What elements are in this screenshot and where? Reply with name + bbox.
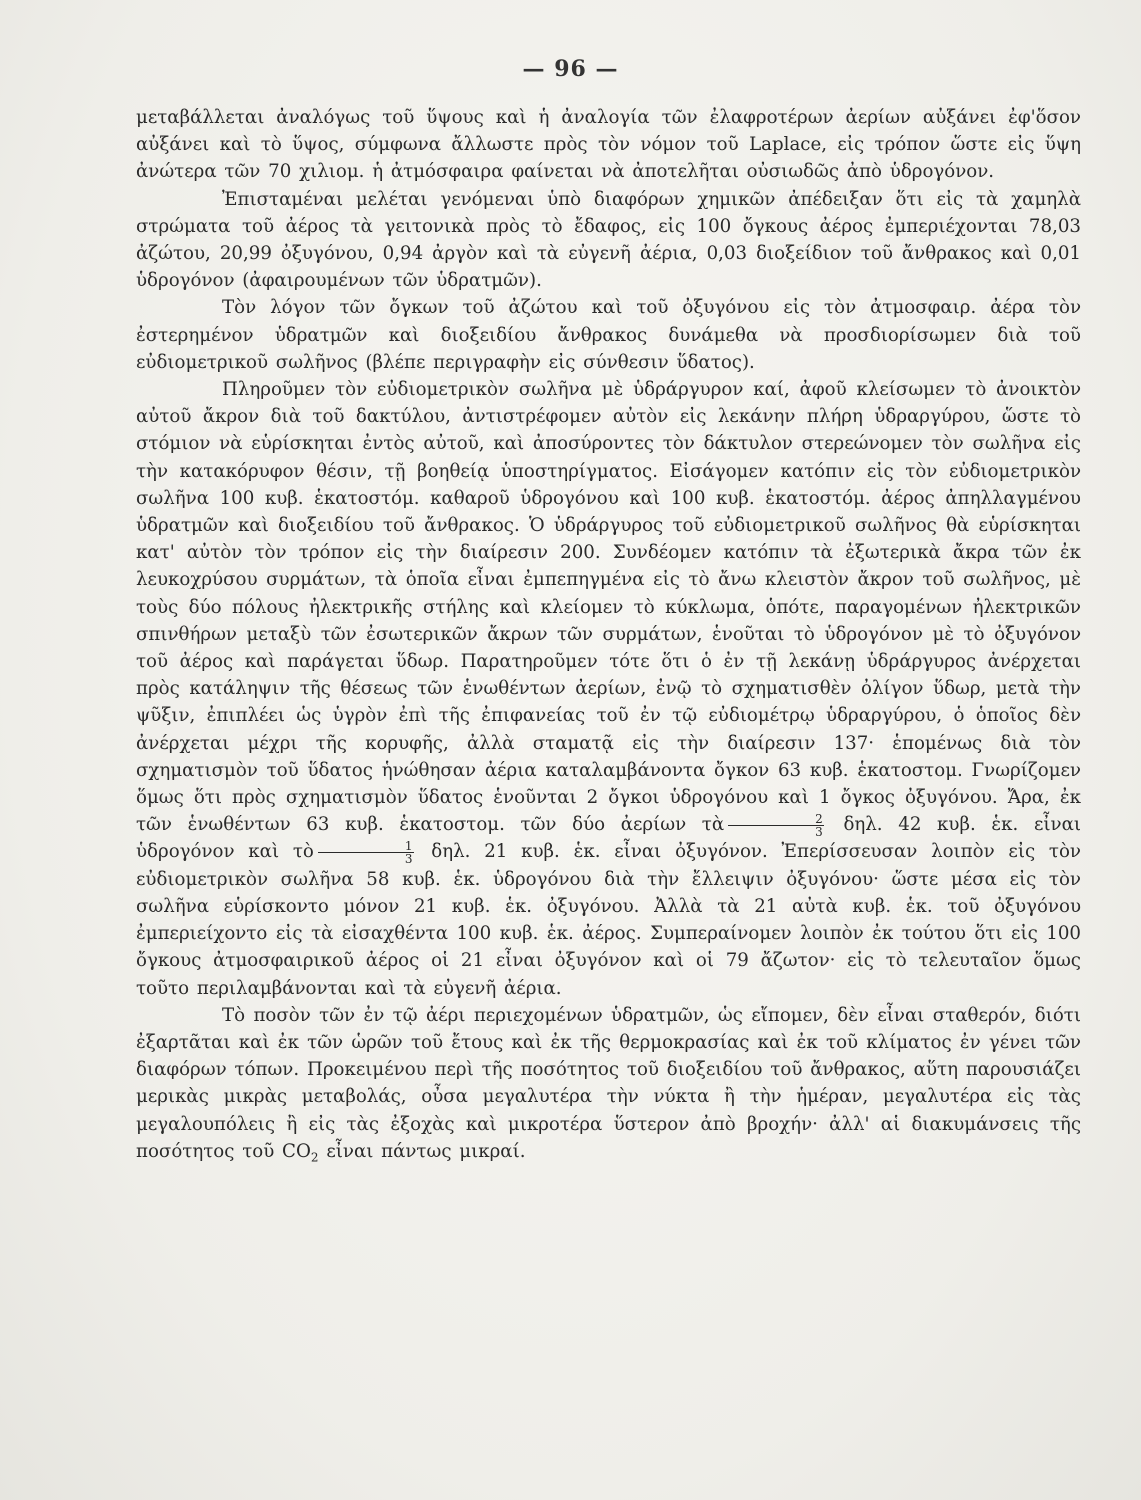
paragraph-variations <box>136 1002 1081 1172</box>
page-number: — 96 — <box>522 56 619 82</box>
fraction-denominator: 3 <box>815 824 823 839</box>
fraction-two-thirds <box>728 813 824 838</box>
fraction-one-third <box>318 840 414 865</box>
variations-text-part-2: εἶναι πάντως μικραί. <box>326 1140 526 1162</box>
paragraph-continuation: μεταβάλλεται ἀναλόγως τοῦ ὕψους καὶ ἡ ἀναλογία τῶν ἐλαφροτέρων ἀερίων αὐξάνει ἐφ'ὅσον αὐξάνει καὶ τὸ ὕψος, σύμφωνα ἄλλωστε πρὸς τὸν νόμον τοῦ Laplace, εἰς τρόπον ὥστε εἰς ὕψη ἀνώτερα τῶν 70 χιλιομ. ἡ ἀτμόσφαιρα φαίνεται νὰ ἀποτελῆται οὐσιωδῶς ἀπὸ ὑδρογόνον. <box>136 107 1081 183</box>
paragraph-composition: Ἐπισταμέναι μελέται γενόμεναι ὑπὸ διαφόρων χημικῶν ἀπέδειξαν ὅτι εἰς τὰ χαμηλὰ στρώματα τοῦ ἀέρος τὰ γειτονικὰ πρὸς τὸ ἔδαφος, εἰς 100 ὄγκους ἀέρος ἐμπεριέχονται 78,03 ἀζώτου, 20,99 ὀξυγόνου, 0,94 ἀργὸν καὶ τὰ εὐγενῆ ἀέρια, 0,03 διοξείδιον τοῦ ἄνθρακος καὶ 0,01 ὑδρογόνον (ἀφαιρουμένων τῶν ὑδρατμῶν). <box>136 188 1081 292</box>
experiment-text-part-2: δηλ. 42 κυβ. ἑκ. εἶναι ὑδρογόνον καὶ τὸ <box>136 814 1081 863</box>
body-text <box>136 104 1081 1172</box>
experiment-text-part-1: Πληροῦμεν τὸν εὐδιομετρικὸν σωλῆνα μὲ ὑδράργυρον καί, ἀφοῦ κλείσωμεν τὸ ἀνοικτὸν αὐτοῦ ἄκρον διὰ τοῦ δακτύλου, ἀντιστρέφομεν αὐτὸν εἰς λεκάνην πλήρη ὑδραργύρου, ὥστε τὸ στόμιον νὰ εὑρίσκηται ἐντὸς αὐτοῦ, καὶ ἀποσύροντες τὸν δάκτυλον στερεώνομεν τὸν σωλῆνα εἰς τὴν κατακόρυφον θέσιν, τῇ βοηθείᾳ ὑποστηρίγματος. Εἰσάγομεν κατόπιν εἰς τὸν εὐδιομετρικὸν σωλῆνα 100 κυβ. ἑκατοστόμ. καθαροῦ ὑδρογόνου καὶ 100 κυβ. ἑκατοστόμ. ἀέρος ἀπηλλαγμένου ὑδρατμῶν καὶ διοξειδίου τοῦ ἄνθρακος. Ὁ ὑδράργυρος τοῦ εὐδιομετρικοῦ σωλῆνος θὰ εὑρίσκηται κατ' αὐτὸν τὸν τρόπον εἰς τὴν διαίρεσιν 200. Συνδέομεν κατόπιν τὰ ἐξωτερικὰ ἄκρα τῶν ἐκ λευκοχρύσου συρμάτων, τὰ ὁποῖα εἶναι ἐμπεπηγμένα εἰς τὸ ἄνω κλειστὸν ἄκρον τοῦ σωλῆνος, μὲ τοὺς δύο πόλους ἠλεκτρικῆς στήλης καὶ κλείομεν τὸ κύκλωμα, ὁπότε, παραγομένων ἠλεκτρικῶν σπινθήρων μεταξὺ τῶν ἐσωτερικῶν ἄκρων τῶν συρμάτων, ἑνοῦται τὸ ὑδρογόνον μὲ τὸ ὀξυγόνον τοῦ ἀέρος καὶ παράγεται ὕδωρ. Παρατηροῦμεν τότε ὅτι ὁ ἐν τῇ λεκάνῃ ὑδράργυρος ἀνέρχεται πρὸς κατάληψιν τῆς θέσεως τῶν ἑνωθέντων ἀερίων, ἐνῷ τὸ σχηματισθὲν ὀλίγον ὕδωρ, μετὰ τὴν ψῦξιν, ἐπιπλέει ὡς ὑγρὸν ἐπὶ τῆς ἐπιφανείας τοῦ ἐν τῷ εὐδιομέτρῳ ὑδραργύρου, ὁ ὁποῖος δὲν ἀνέρχεται μέχρι τῆς κορυφῆς, ἀλλὰ σταματᾷ εἰς τὴν διαίρεσιν 137· ἑπομένως διὰ τὸν σχηματισμὸν τοῦ ὕδατος ἡνώθησαν ἀέρια καταλαμβάνοντα ὄγκον 63 κυβ. ἑκατοστομ. Γνωρίζομεν ὅμως ὅτι πρὸς σχηματισμὸν ὕδατος ἑνοῦνται 2 ὄγκοι ὑδρογόνου καὶ 1 ὄγκος ὀξυγόνου. Ἄρα, ἐκ τῶν ἑνωθέντων 63 κυβ. ἑκατοστομ. τῶν δύο ἀερίων τὰ <box>136 379 1081 836</box>
fraction-numerator: 2 <box>728 813 824 826</box>
fraction-denominator: 3 <box>404 851 413 866</box>
paragraph-volume-ratio: Τὸν λόγον τῶν ὄγκων τοῦ ἀζώτου καὶ τοῦ ὀξυγόνου εἰς τὸν ἀτμοσφαιρ. ἀέρα τὸν ἐστερημένον ὑδρατμῶν καὶ διοξειδίου ἄνθρακος δυνάμεθα νὰ προσδιορίσωμεν διὰ τοῦ εὐδιομετρικοῦ σωλῆνος (βλέπε περιγραφὴν εἰς σύνθεσιν ὕδατος). <box>136 297 1081 373</box>
paragraph-eudiometer-experiment <box>136 376 1081 1002</box>
variations-text-part-1: Τὸ ποσὸν τῶν ἐν τῷ ἀέρι περιεχομένων ὑδρατμῶν, ὡς εἴπομεν, δὲν εἶναι σταθερόν, διότι ἐξαρτᾶται καὶ ἐκ τῶν ὡρῶν τοῦ ἔτους καὶ ἐκ τῆς θερμοκρασίας καὶ ἐκ τοῦ κλίματος ἐν γένει τῶν διαφόρων τόπων. Προκειμένου περὶ τῆς ποσότητος τοῦ διοξειδίου τοῦ ἄνθρακος, αὕτη παρουσιάζει μερικὰς μικρὰς μεταβολάς, οὖσα μεγαλυτέρα τὴν νύκτα ἢ τὴν ἡμέραν, μεγαλυτέρα εἰς τὰς μεγαλουπόλεις ἢ εἰς τὰς ἐξοχὰς καὶ μικροτέρα ὕστερον ἀπὸ βροχήν· ἀλλ' αἱ διακυμάνσεις τῆς ποσότητος τοῦ CO <box>136 1004 1081 1162</box>
experiment-text-part-3: δηλ. 21 κυβ. ἑκ. εἶναι ὀξυγόνον. Ἐπερίσσευσαν λοιπὸν εἰς τὸν εὐδιομετρικὸν σωλῆνα 58 κυβ. ἑκ. ὑδρογόνου διὰ τὴν ἔλλειψιν ὀξυγόνου· ὥστε μέσα εἰς τὸν σωλῆνα εὑρίσκοντο μόνον 21 κυβ. ἑκ. ὀξυγόνου. Ἀλλὰ τὰ 21 αὐτὰ κυβ. ἑκ. τοῦ ὀξυγόνου ἐμπεριείχοντο εἰς τὰ εἰσαχθέντα 100 κυβ. ἑκ. ἀέρος. Συμπεραίνομεν λοιπὸν ἐκ τούτου ὅτι εἰς 100 ὄγκους ἀτμοσφαιρικοῦ ἀέρος οἱ 21 εἶναι ὀξυγόνον καὶ οἱ 79 ἄζωτον· εἰς τὸ τελευταῖον ὅμως τοῦτο περιλαμβάνονται καὶ τὰ εὐγενῆ ἀέρια. <box>136 841 1081 999</box>
fraction-numerator: 1 <box>318 840 414 853</box>
co2-subscript: 2 <box>310 1150 319 1165</box>
